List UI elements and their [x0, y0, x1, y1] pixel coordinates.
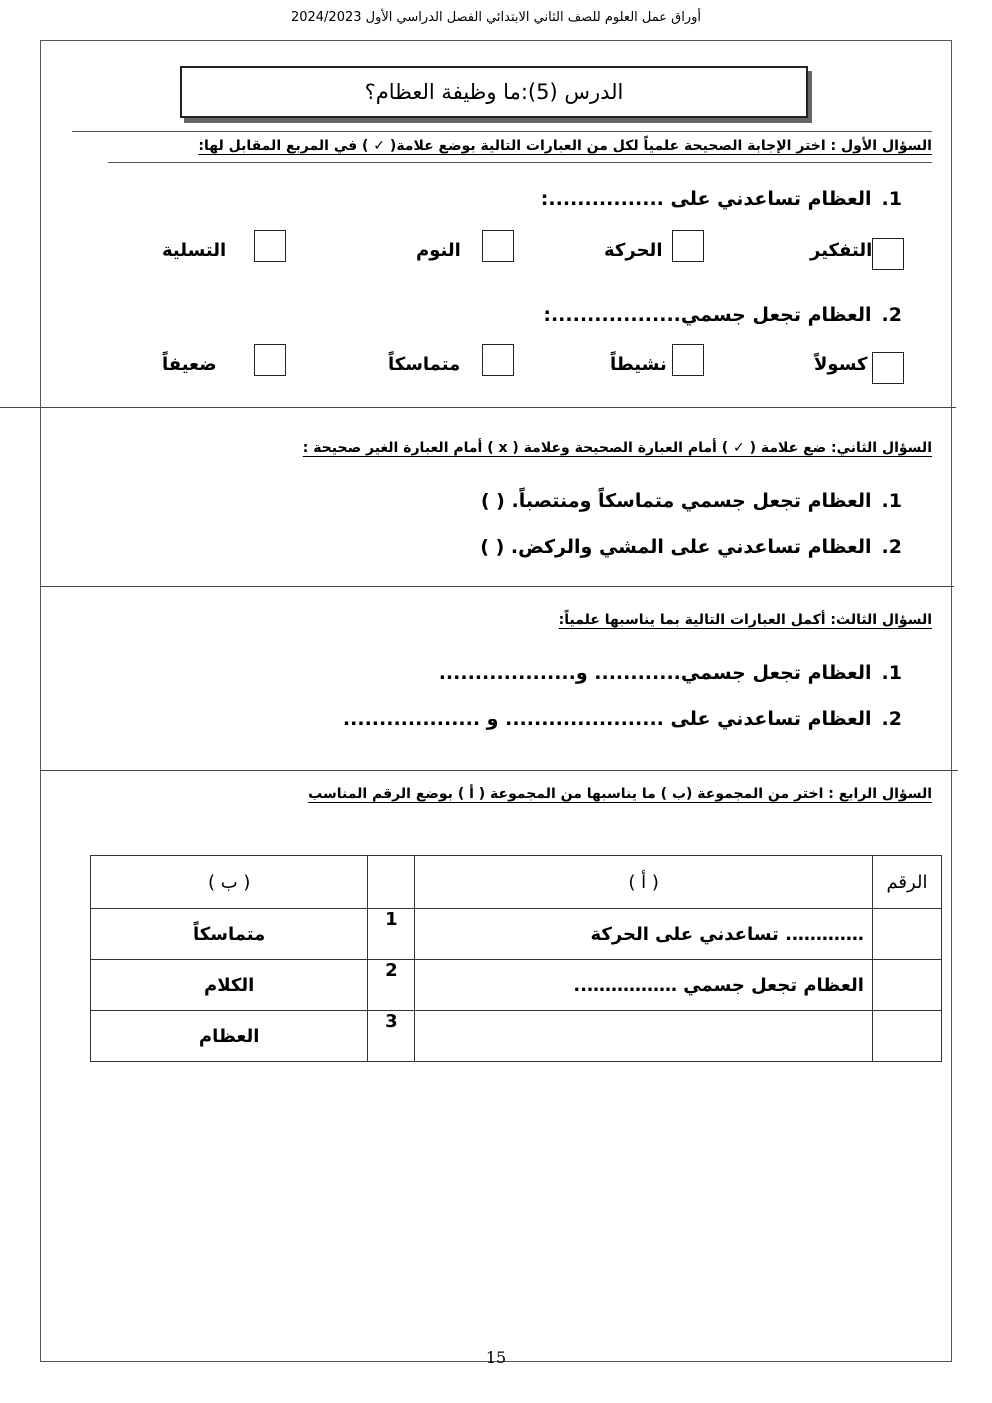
q1-heading: السؤال الأول : اختر الإجابة الصحيحة علمياً لكل من العبارات التالية بوضع علامة( ✓ ) في المربع المقابل لها: [198, 138, 932, 154]
q1-2-option-4-label: ضعيفاً [162, 354, 217, 375]
q1-1-option-3-label: النوم [416, 240, 461, 261]
section-divider-2 [40, 586, 954, 587]
row-3-number-cell[interactable] [872, 1011, 941, 1062]
q3-item-1 [439, 662, 902, 684]
q1-1-option-4-label: التسلية [162, 240, 227, 261]
q1-2-option-1-label: كسولاً [814, 354, 868, 375]
table-row [91, 909, 942, 960]
header-index [368, 856, 415, 909]
section-divider-1 [0, 407, 956, 408]
matching-table [90, 855, 942, 1062]
q3-item-2 [343, 708, 902, 730]
q1-2-option-3-label: متماسكاً [388, 354, 461, 375]
q1-2-option-3-checkbox[interactable] [482, 344, 514, 376]
q1-2-option-2-checkbox[interactable] [672, 344, 704, 376]
row-3-index-cell: 3 [368, 1011, 415, 1062]
q1-1-option-1-label: التفكير [810, 240, 873, 261]
row-2-number-cell[interactable] [872, 960, 941, 1011]
q2-item-2-text[interactable]: العظام تساعدني على المشي والركض. ( ) [480, 536, 872, 558]
row-3-a-cell [415, 1011, 873, 1062]
q1-item-2-text: العظام تجعل جسمي..................: [543, 304, 872, 326]
q2-item-1-number: 1. [881, 490, 902, 512]
row-2-b-cell: الكلام [91, 960, 368, 1011]
header-group-a: ( أ ) [415, 856, 873, 909]
q1-1-option-2-label: الحركة [604, 240, 663, 261]
q2-item-1-text[interactable]: العظام تجعل جسمي متماسكاً ومنتصباً. ( ) [480, 490, 872, 512]
row-3-b-cell: العظام [91, 1011, 368, 1062]
q3-item-2-text[interactable]: العظام تساعدني على ...................... و ................... [342, 708, 872, 730]
q4-heading: السؤال الرابع : اختر من المجموعة (ب ) ما يناسبها من المجموعة ( أ ) بوضع الرقم المناسب [308, 786, 932, 802]
q2-item-2-number: 2. [881, 536, 902, 558]
q1-item-1 [541, 188, 902, 210]
q2-item-1 [481, 490, 902, 512]
q3-item-2-number: 2. [881, 708, 902, 730]
row-1-index-cell: 1 [368, 909, 415, 960]
row-2-a-cell: العظام تجعل جسمي …………….. [415, 960, 873, 1011]
q3-heading: السؤال الثالث: أكمل العبارات التالية بما يناسبها علمياً: [558, 612, 932, 628]
table-row [91, 1011, 942, 1062]
q1-item-1-number: 1. [881, 188, 902, 210]
row-1-number-cell[interactable] [872, 909, 941, 960]
q2-heading: السؤال الثاني: ضع علامة ( ✓ ) أمام العبارة الصحيحة وعلامة ( x ) أمام العبارة الغير صحيحة : [302, 440, 932, 456]
q1-2-option-4-checkbox[interactable] [254, 344, 286, 376]
row-2-index-cell: 2 [368, 960, 415, 1011]
header-group-b: ( ب ) [91, 856, 368, 909]
section-divider-3 [40, 770, 958, 771]
q1-1-option-3-checkbox[interactable] [482, 230, 514, 262]
table-header-row [91, 856, 942, 909]
q1-item-2 [543, 304, 902, 326]
table-row [91, 960, 942, 1011]
lesson-title: الدرس (5):ما وظيفة العظام؟ [180, 66, 808, 118]
q3-item-1-text[interactable]: العظام تجعل جسمي............ و................... [438, 662, 872, 684]
row-1-a-cell: …………. تساعدني على الحركة [415, 909, 873, 960]
q1-heading-rule [108, 162, 932, 163]
page-header: أوراق عمل العلوم للصف الثاني الابتدائي الفصل الدراسي الأول 2024/2023 [290, 10, 702, 25]
q1-2-option-2-label: نشيطاً [610, 354, 667, 375]
q1-item-2-number: 2. [881, 304, 902, 326]
q1-item-1-text: العظام تساعدني على ................: [540, 188, 872, 210]
q3-item-1-number: 1. [881, 662, 902, 684]
q1-1-option-2-checkbox[interactable] [672, 230, 704, 262]
q2-item-2 [480, 536, 902, 558]
row-1-b-cell: متماسكاً [91, 909, 368, 960]
page-number: 15 [485, 1348, 507, 1367]
q1-top-rule [72, 131, 932, 132]
q1-1-option-1-checkbox[interactable] [872, 238, 904, 270]
q1-2-option-1-checkbox[interactable] [872, 352, 904, 384]
q1-1-option-4-checkbox[interactable] [254, 230, 286, 262]
header-number: الرقم [872, 856, 941, 909]
